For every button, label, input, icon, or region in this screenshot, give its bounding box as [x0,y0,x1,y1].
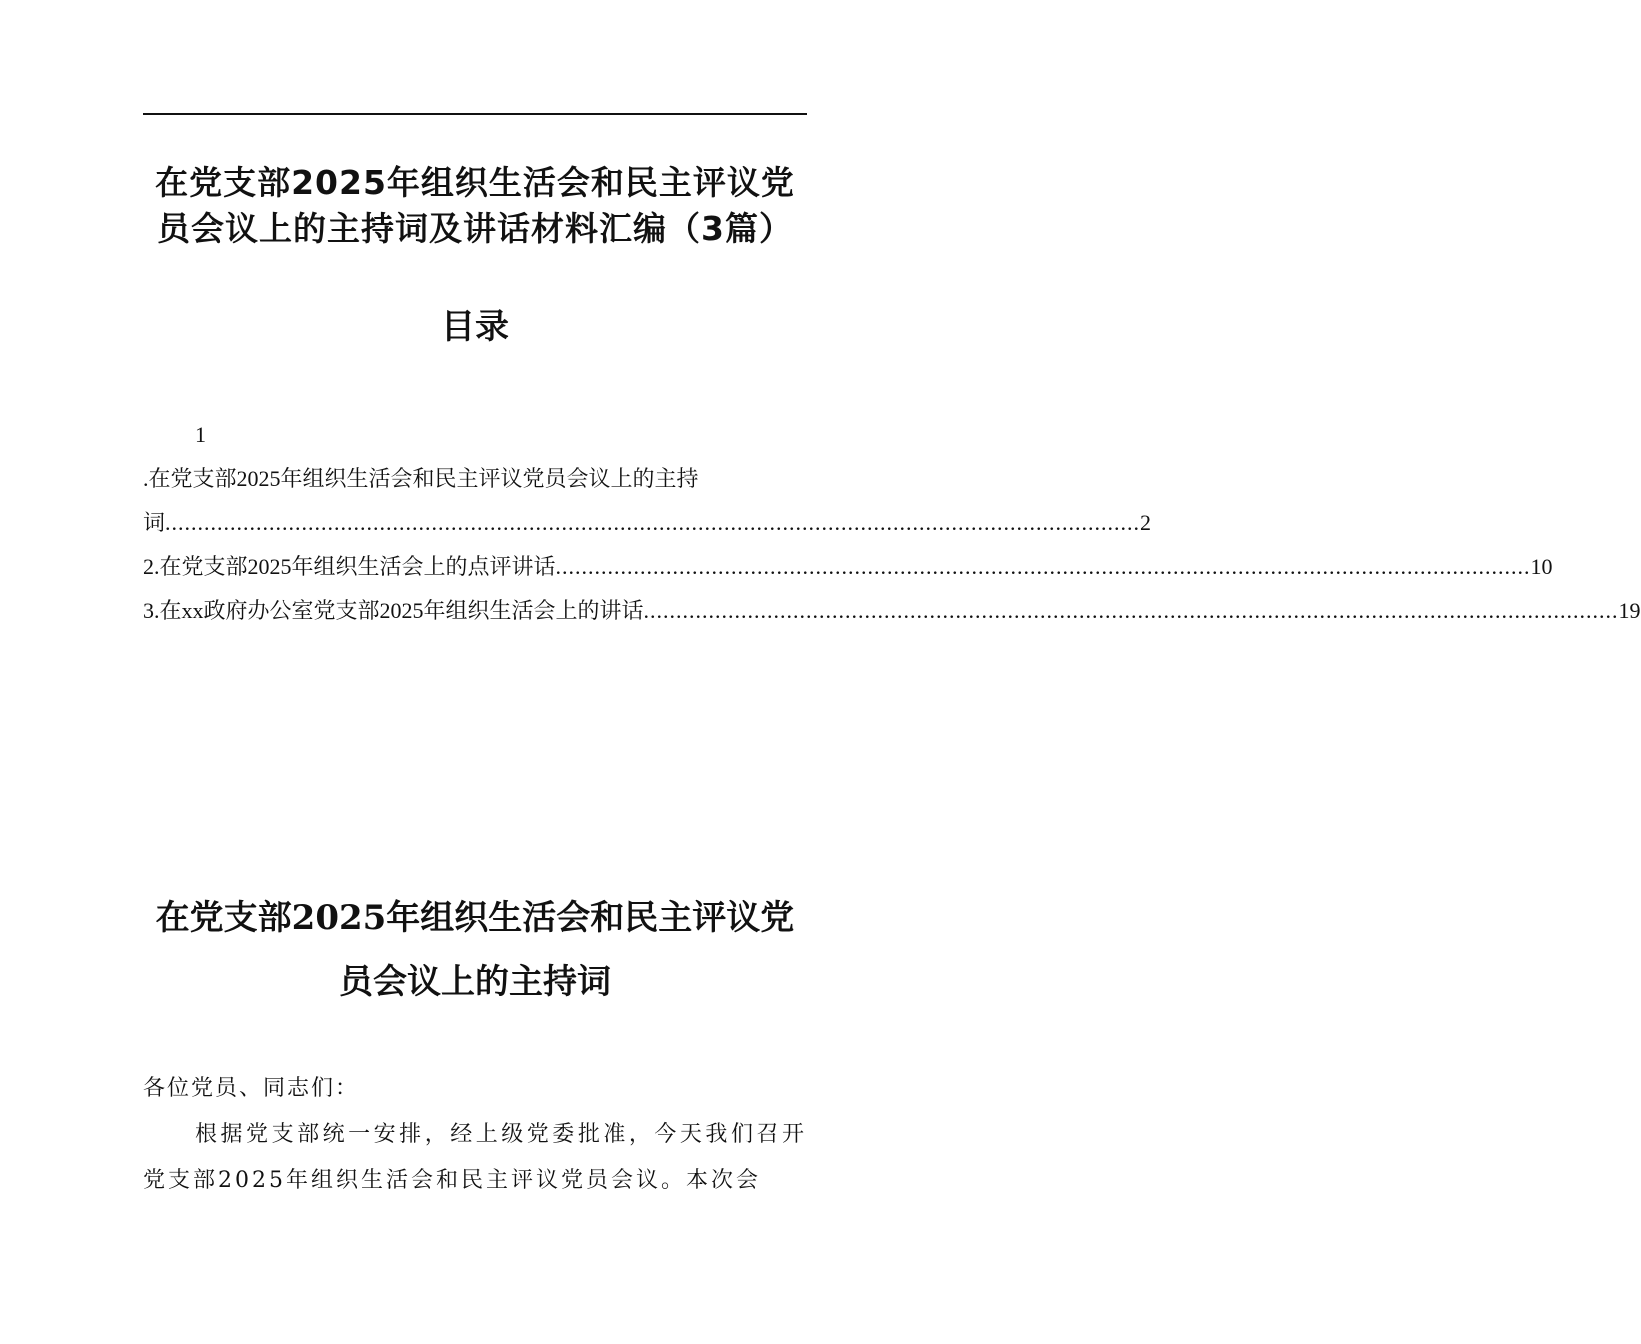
toc-leader-dots: ...................................................................................................................................................... [165,510,1141,535]
header-rule [143,113,807,115]
toc-item-3-text: 3.在xx政府办公室党支部2025年组织生活会上的讲话 [143,598,644,623]
section-title-line-2: 员会议上的主持词 [339,962,611,1002]
section-body [143,1066,807,1204]
toc-item-1-continuation[interactable] [143,501,1152,545]
toc-leader-dots: ...................................................................................................................................................... [643,598,1619,623]
document-title-line-1: 在党支部2025年组织生活会和民主评议党 [155,163,795,202]
toc-heading: 目录 [441,307,509,347]
table-of-contents [143,413,1641,633]
body-paragraph: 根据党支部统一安排，经上级党委批准，今天我们召开党支部2025年组织生活会和民主评议党员会议。本次会 [143,1122,807,1193]
toc-item-3-page: 19 [1618,598,1641,623]
toc-item-2-text: 2.在党支部2025年组织生活会上的点评讲话 [143,554,556,579]
section-title-line-1: 在党支部2025年组织生活会和民主评议党 [155,898,795,938]
toc-item-3[interactable] [143,589,1641,633]
toc-item-1-text-end: 词 [143,510,166,535]
toc-leader-dots: ...................................................................................................................................................... [555,554,1531,579]
salutation: 各位党员、同志们： [143,1076,360,1101]
section-title [143,886,807,1014]
toc-item-2[interactable] [143,545,1553,589]
toc-item-1-text[interactable]: .在党支部2025年组织生活会和民主评议党员会议上的主持 [143,466,699,491]
toc-item-1-page: 2 [1140,510,1152,535]
toc-item-2-page: 10 [1530,554,1553,579]
document-title-line-2: 员会议上的主持词及讲话材料汇编（3篇） [157,209,793,248]
toc-item-1-number: 1 [195,422,206,447]
document-title [143,160,807,252]
